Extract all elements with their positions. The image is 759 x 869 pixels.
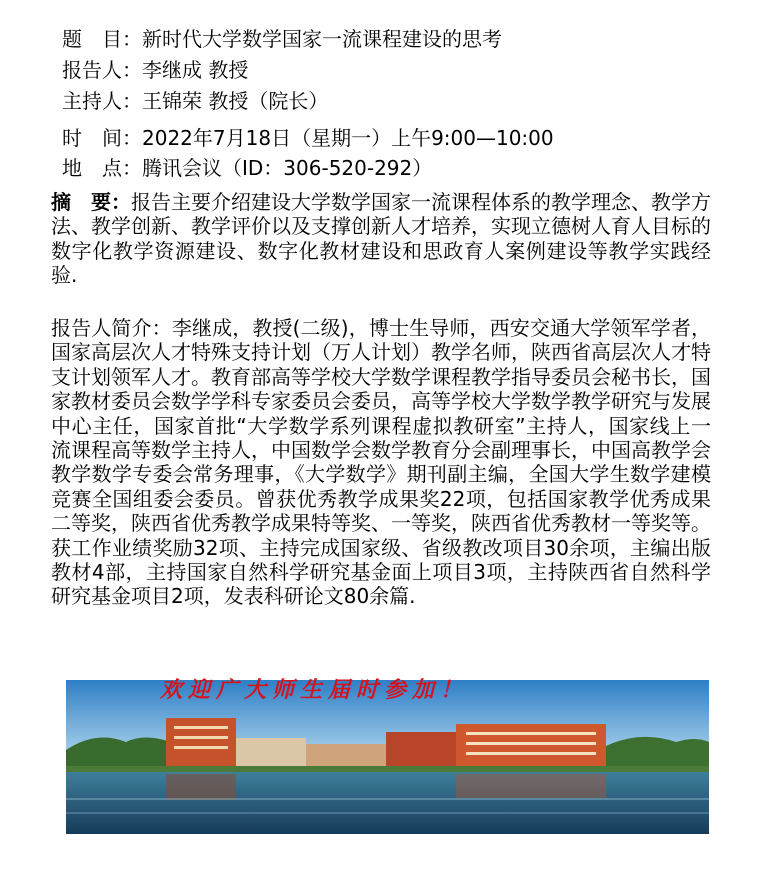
place-label: 地 点： [62, 156, 142, 180]
trees-right [606, 737, 709, 770]
abstract-paragraph [51, 190, 711, 288]
time-label: 时 间： [62, 126, 142, 150]
building-low [236, 738, 306, 766]
place-row [62, 153, 432, 183]
speaker-value: 李继成 教授 [142, 58, 249, 82]
place-value: 腾讯会议（ID：306-520-292） [142, 156, 433, 180]
host-row [62, 86, 328, 116]
time-row [62, 123, 554, 153]
host-label: 主持人： [62, 89, 142, 113]
building-left [166, 718, 236, 766]
lake [66, 772, 709, 834]
abstract-label: 摘 要： [51, 190, 131, 214]
host-value: 王锦荣 教授（院长） [142, 89, 329, 113]
title-value: 新时代大学数学国家一流课程建设的思考 [142, 27, 502, 51]
abstract-text: 报告主要介绍建设大学数学国家一流课程体系的教学理念、教学方法、教学创新、教学评价以及支撑创新人才培养，实现立德树人育人目标的数字化教学资源建设、数字化教材建设和思政育人案例建设等教学实践经验. [51, 190, 711, 288]
welcome-banner-text: 欢迎广大师生届时参加！ [160, 677, 469, 703]
title-label: 题 目： [62, 27, 142, 51]
speaker-label: 报告人： [62, 58, 142, 82]
bio-paragraph [51, 316, 711, 609]
time-value: 2022年7月18日（星期一）上午9:00—10:00 [142, 126, 554, 150]
speaker-row [62, 55, 248, 85]
title-row [62, 24, 502, 54]
bio-text: 李继成，教授(二级)，博士生导师，西安交通大学领军学者，国家高层次人才特殊支持计划（万人计划）教学名师，陕西省高层次人才特支计划领军人才。教育部高等学校大学数学课程教学指导委员会秘书长，国家教材委员会数学学科专家委员会委员，高等学校大学数学教学研究与发展中心主任，国家首批“大学数学系列课程虚拟教研室”主持人，国家线上一流课程高等数学主持人，中国数学会数学教育分会副理事长，中国高教学会教学数学专委会常务理事，《大学数学》期刊副主编，全国大学生数学建模竞赛全国组委会委员。曾获优秀教学成果奖22项，包括国家教学优秀成果二等奖，陕西省优秀教学成果特等奖、一等奖，陕西省优秀教材一等奖等。获工作业绩奖励32项、主持完成国家级、省级教改项目30余项，主编出版教材4部，主持国家自然科学研究基金面上项目3项，主持陕西省自然科学研究基金项目2项，发表科研论文80余篇. [51, 316, 712, 609]
bio-label: 报告人简介： [51, 316, 172, 340]
